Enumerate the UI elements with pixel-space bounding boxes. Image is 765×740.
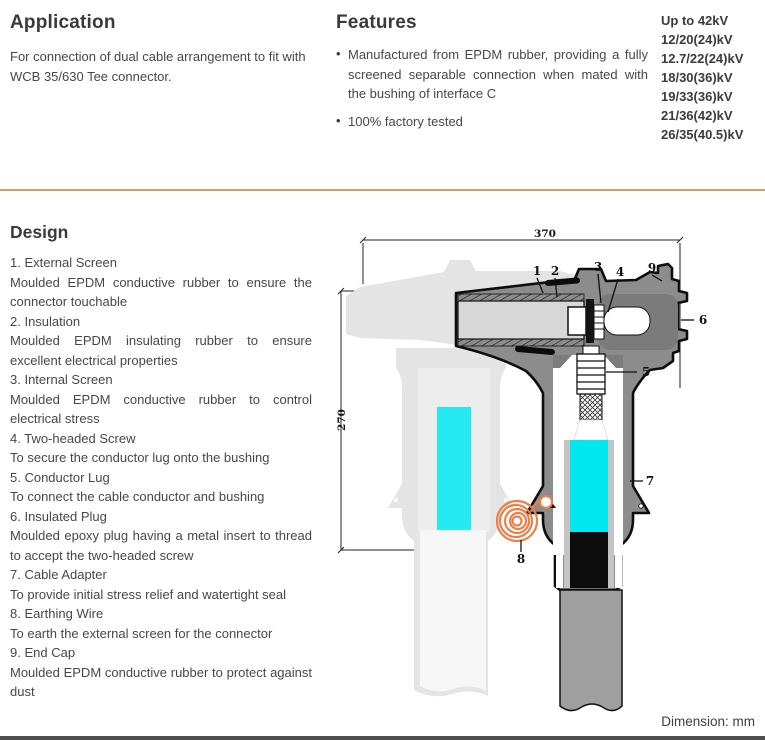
design-list xyxy=(10,253,312,702)
cable-insulation xyxy=(570,440,608,532)
application-title: Application xyxy=(10,12,116,33)
rating-line: Up to 42kV xyxy=(661,13,729,28)
callout-2: 2 xyxy=(550,264,560,278)
feature-text: Manufactured from EPDM rubber, providing a fully screened separable connection when mated with the bushing of interface C xyxy=(348,47,648,101)
connector-diagram xyxy=(335,228,765,738)
callout-5: 5 xyxy=(641,365,651,379)
voltage-ratings xyxy=(661,11,761,144)
design-item-title: 3. Internal Screen xyxy=(10,372,113,387)
feature-text: 100% factory tested xyxy=(348,113,463,129)
dimension-note: Dimension: mm xyxy=(661,714,755,729)
design-item-title: 9. End Cap xyxy=(10,645,76,660)
rating-line: 21/36(42)kV xyxy=(661,108,733,123)
application-section xyxy=(10,12,310,86)
design-item-title: 2. Insulation xyxy=(10,313,81,329)
bullet-icon: • xyxy=(336,46,341,61)
callout-9: 9 xyxy=(647,261,657,275)
features-title: Features xyxy=(336,12,417,33)
design-item-title: 6. Insulated Plug xyxy=(10,508,107,524)
design-item-desc: To provide initial stress relief and watertight seal xyxy=(10,586,287,602)
callout-4: 4 xyxy=(615,265,625,279)
section-divider xyxy=(0,189,765,191)
design-item-desc: To secure the conductor lug onto the bushing xyxy=(10,450,270,465)
feature-item xyxy=(336,45,648,104)
design-item-title: 4. Two-headed Screw xyxy=(10,430,136,446)
callout-6: 6 xyxy=(698,313,708,327)
stranded-conductor xyxy=(580,394,602,420)
ghost-insulation xyxy=(437,407,471,530)
dimension-width-label: 370 xyxy=(534,228,556,240)
callout-7: 7 xyxy=(645,474,655,488)
design-section xyxy=(10,222,312,702)
rating-line: 19/33(36)kV xyxy=(661,89,733,104)
bushing-cylinder xyxy=(458,301,584,339)
feature-item xyxy=(336,112,648,132)
bullet-icon: • xyxy=(336,112,341,128)
bottom-bar xyxy=(0,736,765,740)
callout-1: 1 xyxy=(532,264,542,278)
cable xyxy=(560,590,622,711)
callout-3: 3 xyxy=(593,260,603,274)
design-item-title: 5. Conductor Lug xyxy=(10,469,110,485)
rating-line: 12/20(24)kV xyxy=(661,32,733,47)
design-item-desc: To earth the external screen for the connector xyxy=(10,625,273,641)
rating-line: 12.7/22(24)kV xyxy=(661,51,744,66)
design-item-title: 8. Earthing Wire xyxy=(10,606,104,621)
application-body: For connection of dual cable arrangement to fit with WCB 35/630 Tee connector. xyxy=(10,49,306,84)
dimension-height-label: 270 xyxy=(336,409,348,431)
design-item-desc: Moulded EPDM conductive rubber to control electrical stress xyxy=(10,391,312,426)
design-item-title: 1. External Screen xyxy=(10,255,117,270)
design-title: Design xyxy=(10,222,69,242)
conductor-lug xyxy=(577,354,605,394)
cable-semicon xyxy=(570,532,608,588)
rating-line: 26/35(40.5)kV xyxy=(661,127,744,142)
features-section xyxy=(336,12,648,139)
design-item-desc: Moulded EPDM conductive rubber to protect against dust xyxy=(10,664,312,699)
callout-8: 8 xyxy=(516,552,526,566)
design-item-desc: Moulded EPDM insulating rubber to ensure excellent electrical properties xyxy=(10,333,312,368)
rating-line: 18/30(36)kV xyxy=(661,70,733,85)
design-item-desc: To connect the cable conductor and bushing xyxy=(10,489,265,504)
design-item-title: 7. Cable Adapter xyxy=(10,567,107,582)
design-item-desc: Moulded EPDM conductive rubber to ensure the connector touchable xyxy=(10,274,312,309)
design-item-desc: Moulded epoxy plug having a metal insert to thread to accept the two-headed screw xyxy=(10,528,312,563)
